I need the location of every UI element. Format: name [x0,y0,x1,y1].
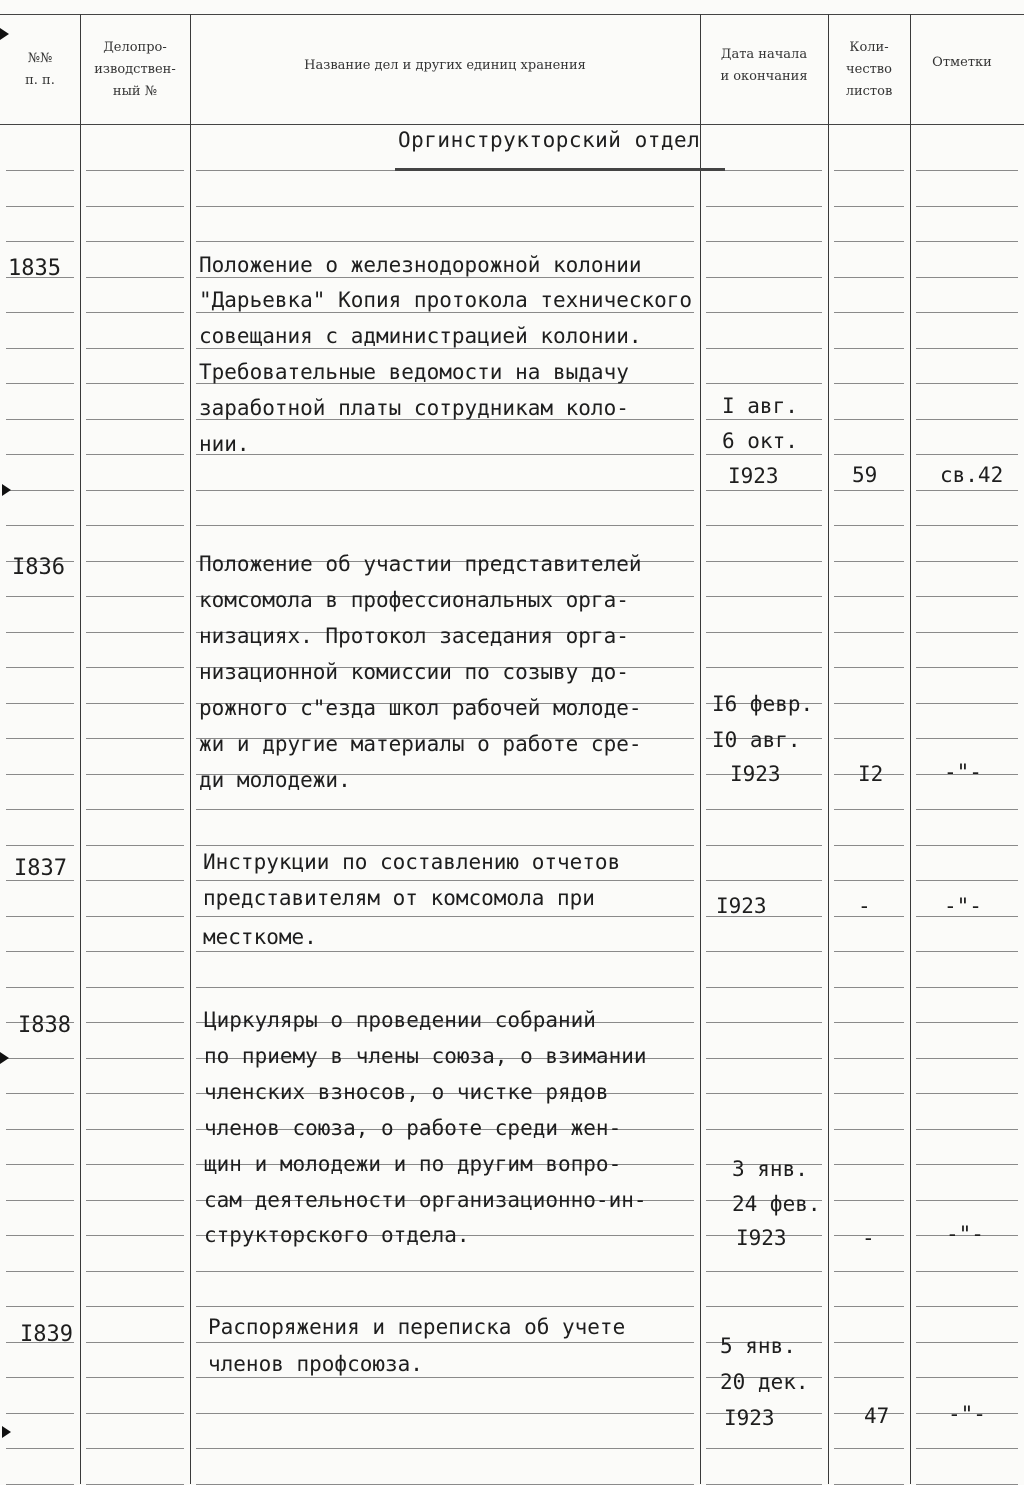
ruled-line [706,525,822,526]
ruled-line [86,419,184,420]
ruled-line [834,419,904,420]
ruled-line [6,1164,74,1165]
ruled-line [86,951,184,952]
ruled-line [834,348,904,349]
date-line: I923 [716,894,767,918]
ruled-line [916,1164,1018,1165]
ruled-line [834,241,904,242]
ruled-line [86,632,184,633]
ruled-line [86,1129,184,1130]
title-line: представителям от комсомола при [203,886,595,910]
ruled-line [916,490,1018,491]
ruled-line [6,1058,74,1059]
binding-mark-icon [2,1426,11,1438]
ruled-line [6,490,74,491]
column-divider [700,14,701,1484]
ruled-line [6,454,74,455]
ruled-line [6,525,74,526]
ruled-line [916,880,1018,881]
ruled-line [834,987,904,988]
ruled-line [86,1235,184,1236]
header-bottom-border [0,124,1024,125]
ruled-line [834,809,904,810]
ruled-line [916,667,1018,668]
sheet-count: 59 [852,463,878,487]
title-line: по приему в члены союза, о взимании [204,1044,647,1068]
ruled-line [86,1271,184,1272]
entry-number: 1835 [8,256,61,281]
entry-number: I838 [18,1013,71,1038]
ruled-line [86,525,184,526]
ruled-line [6,1271,74,1272]
sheet-count: - [858,894,871,918]
ruled-line [6,1377,74,1378]
ruled-line [6,703,74,704]
title-line: структорского отдела. [204,1223,470,1247]
title-line: сам деятельности организационно-ин- [204,1188,647,1212]
ruled-line [86,383,184,384]
ruled-line [916,206,1018,207]
ruled-line [706,454,822,455]
ruled-line [706,845,822,846]
date-line: I0 авг. [712,728,801,752]
sheet-count: I2 [858,762,884,786]
ruled-line [706,951,822,952]
note: св.42 [940,463,1004,487]
ruled-line [6,738,74,739]
ruled-line [916,241,1018,242]
ruled-line [916,348,1018,349]
ruled-line [86,206,184,207]
ruled-line [706,206,822,207]
ruled-line [86,738,184,739]
header-dates: Дата начала и окончания [720,47,808,84]
ruled-line [834,738,904,739]
date-line: 5 янв. [720,1334,796,1358]
ruled-line [706,667,822,668]
ruled-line [834,1342,904,1343]
ruled-line [834,951,904,952]
ruled-line [916,383,1018,384]
title-line: "Дарьевка" Копия протокола технического [199,288,693,312]
ruled-line [706,1129,822,1130]
ruled-line [86,348,184,349]
ruled-line [706,632,822,633]
note: -"- [944,894,982,918]
ruled-line [196,1306,694,1307]
column-divider [190,14,191,1484]
ruled-line [834,1093,904,1094]
header-office-number: Делопро- изводствен- ный № [94,40,176,99]
ruled-line [916,277,1018,278]
ruled-line [6,987,74,988]
ruled-line [196,1271,694,1272]
ruled-line [706,490,822,491]
ruled-line [6,1093,74,1094]
ruled-line [916,1093,1018,1094]
title-line: месткоме. [203,925,317,949]
ruled-line [706,880,822,881]
ruled-line [6,774,74,775]
sheet-count: 47 [864,1404,890,1428]
ruled-line [86,1164,184,1165]
ruled-line [196,241,694,242]
ruled-line [6,916,74,917]
ruled-line [86,916,184,917]
title-line: низационной комиссии по созыву до- [199,660,629,684]
note: -"- [946,1222,984,1246]
ruled-line [916,1306,1018,1307]
ruled-line [86,774,184,775]
ruled-line [834,596,904,597]
ruled-line [86,170,184,171]
ruled-line [196,809,694,810]
ruled-line [706,596,822,597]
title-line: Инструкции по составлению отчетов [203,850,621,874]
title-line: рожного с"езда школ рабочей молоде- [199,696,642,720]
ruled-line [196,845,694,846]
title-line: Положение об участии представителей [199,552,642,576]
title-line: Циркуляры о проведении собраний [204,1008,596,1032]
ruled-line [196,1413,694,1414]
header-sheet-count: Коли- чество листов [845,40,893,99]
ruled-line [86,1200,184,1201]
header-number: №№ п. п. [25,51,55,88]
ruled-line [86,490,184,491]
ruled-line [706,1022,822,1023]
header-notes: Отметки [932,55,992,70]
ruled-line [706,809,822,810]
title-line: низациях. Протокол заседания орга- [199,624,629,648]
ruled-line [916,1129,1018,1130]
title-line: Распоряжения и переписка об учете [208,1315,626,1339]
ruled-line [706,277,822,278]
date-line: I923 [728,464,779,488]
ruled-line [916,312,1018,313]
entry-number: I839 [20,1322,73,1347]
ruled-line [834,206,904,207]
ruled-line [834,880,904,881]
ruled-line [916,419,1018,420]
ruled-line [834,1022,904,1023]
date-line: I авг. [722,394,798,418]
ruled-line [706,348,822,349]
ruled-line [706,1058,822,1059]
ruled-line [86,454,184,455]
ruled-line [6,312,74,313]
ruled-line [916,1448,1018,1449]
date-line: I923 [730,762,781,786]
ruled-line [196,951,694,952]
ruled-line [6,348,74,349]
ruled-line [706,1306,822,1307]
ruled-line [834,490,904,491]
ruled-line [834,561,904,562]
ruled-line [6,667,74,668]
note: -"- [944,760,982,784]
binding-mark-icon [2,484,11,496]
ruled-line [916,703,1018,704]
ruled-line [6,1306,74,1307]
ruled-line [834,1164,904,1165]
title-line: жи и другие материалы о работе сре- [199,732,642,756]
ruled-line [916,454,1018,455]
ruled-line [6,845,74,846]
ruled-line [6,1129,74,1130]
ruled-line [86,809,184,810]
ruled-line [196,916,694,917]
ruled-line [196,348,694,349]
ruled-line [196,454,694,455]
ruled-line [196,1448,694,1449]
ruled-line [196,525,694,526]
ruled-line [706,561,822,562]
ruled-line [6,1200,74,1201]
title-line: членов союза, о работе среди жен- [204,1116,622,1140]
title-line: комсомола в профессиональных орга- [199,588,629,612]
ruled-line [834,632,904,633]
ruled-line [706,383,822,384]
ruled-line [6,1413,74,1414]
ruled-line [706,1271,822,1272]
ruled-line [196,987,694,988]
date-line: 6 окт. [722,429,798,453]
ruled-line [86,1448,184,1449]
ruled-line [196,880,694,881]
ruled-line [916,170,1018,171]
sheet-count: - [862,1226,875,1250]
ruled-line [196,490,694,491]
date-line: I6 февр. [712,692,814,716]
ruled-line [6,632,74,633]
ruled-line [86,1342,184,1343]
entry-number: I837 [14,856,67,881]
ruled-line [834,170,904,171]
note: -"- [948,1402,986,1426]
ruled-line [86,703,184,704]
ruled-line [916,596,1018,597]
ruled-line [916,845,1018,846]
ruled-line [86,1377,184,1378]
ruled-line [916,738,1018,739]
ruled-line [86,277,184,278]
column-divider [910,14,911,1484]
ruled-line [916,1058,1018,1059]
binding-mark-icon [0,28,9,40]
ruled-line [6,383,74,384]
title-line: щин и молодежи и по другим вопро- [204,1152,622,1176]
ruled-line [834,312,904,313]
ruled-line [6,951,74,952]
column-divider [80,14,81,1484]
ruled-line [6,419,74,420]
ruled-line [196,206,694,207]
ruled-line [86,987,184,988]
ruled-line [86,1306,184,1307]
ruled-line [834,1129,904,1130]
title-line: Положение о железнодорожной колонии [199,253,642,277]
date-line: 20 дек. [720,1370,809,1394]
ruled-line [86,1022,184,1023]
ruled-line [706,312,822,313]
ruled-line [6,1448,74,1449]
ruled-line [6,809,74,810]
ruled-line [916,951,1018,952]
ruled-line [86,1413,184,1414]
ruled-line [706,1448,822,1449]
ruled-line [834,703,904,704]
ruled-line [834,1271,904,1272]
section-title-underline [395,168,725,171]
ruled-line [916,987,1018,988]
title-line: членов профсоюза. [208,1352,423,1376]
ruled-line [834,1377,904,1378]
date-line: 24 фев. [732,1192,821,1216]
ruled-line [834,1200,904,1201]
ruled-line [6,206,74,207]
ruled-line [916,632,1018,633]
ruled-line [196,312,694,313]
ruled-line [834,667,904,668]
title-line: нии. [199,432,250,456]
ruled-line [86,241,184,242]
ruled-line [916,1377,1018,1378]
date-line: 3 янв. [732,1157,808,1181]
ruled-line [196,1377,694,1378]
ruled-line [916,1271,1018,1272]
ruled-line [916,1200,1018,1201]
ruled-line [706,241,822,242]
ruled-line [6,596,74,597]
title-line: совещания с администрацией колонии. [199,324,642,348]
ruled-line [834,1058,904,1059]
ruled-line [6,241,74,242]
ruled-line [86,667,184,668]
ruled-line [834,845,904,846]
ruled-line [86,312,184,313]
ruled-line [196,1342,694,1343]
ruled-line [196,277,694,278]
ruled-line [706,1093,822,1094]
ruled-line [706,987,822,988]
date-line: I923 [736,1226,787,1250]
header-title: Название дел и других единиц хранения [304,58,586,73]
ruled-line [916,561,1018,562]
ruled-line [916,809,1018,810]
header-top-border [0,14,1024,15]
ruled-line [834,1448,904,1449]
binding-mark-icon [0,1052,9,1064]
ruled-line [86,880,184,881]
ruled-line [6,1235,74,1236]
title-line: ди молодежи. [199,768,351,792]
title-line: Требовательные ведомости на выдачу [199,360,629,384]
ruled-line [834,277,904,278]
ruled-line [86,1058,184,1059]
ruled-line [834,454,904,455]
ruled-line [86,561,184,562]
ruled-line [706,419,822,420]
ruled-line [6,170,74,171]
ruled-line [86,845,184,846]
title-line: членских взносов, о чистке рядов [204,1080,609,1104]
title-line: заработной платы сотрудникам коло- [199,396,629,420]
ruled-line [916,1022,1018,1023]
section-title: Оргинструкторский отдел [398,128,701,152]
column-divider [828,14,829,1484]
date-line: I923 [724,1406,775,1430]
ruled-line [916,1342,1018,1343]
ruled-line [834,1306,904,1307]
entry-number: I836 [12,555,65,580]
ruled-line [834,383,904,384]
ruled-line [916,525,1018,526]
ruled-line [86,596,184,597]
ruled-line [834,525,904,526]
ruled-line [86,1093,184,1094]
